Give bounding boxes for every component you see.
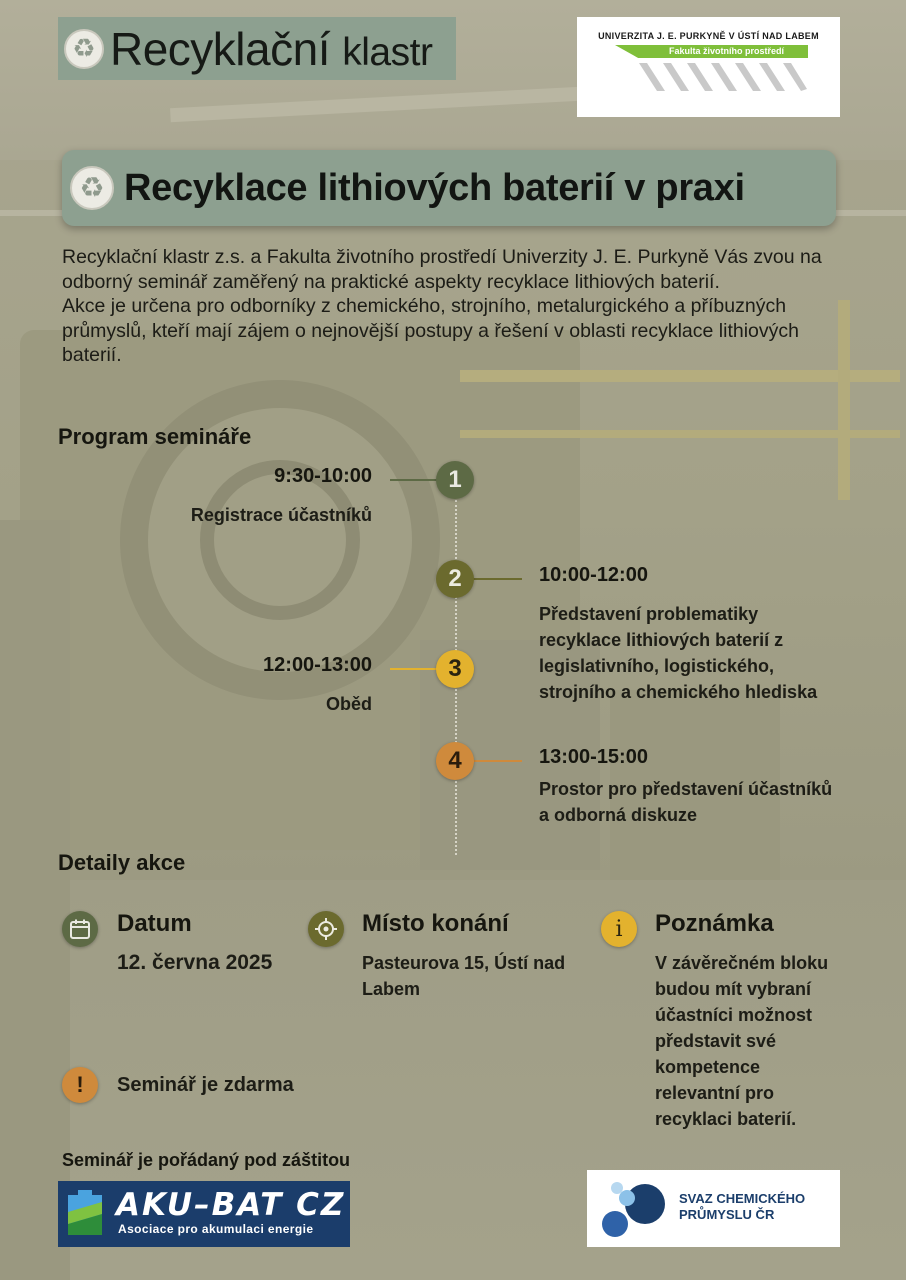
timeline-time-2: 10:00-12:00 <box>539 564 648 586</box>
timeline-time-4: 13:00-15:00 <box>539 746 648 768</box>
association-name: SVAZ CHEMICKÉHO PRŮMYSLU ČR <box>679 1191 806 1222</box>
timeline-step-2: 2 <box>436 560 474 598</box>
akubat-logo <box>58 1181 350 1247</box>
chemical-industry-association-logo <box>587 1170 840 1247</box>
recycling-cluster-logo <box>58 17 456 80</box>
akubat-subtitle: Asociace pro akumulaci energie <box>118 1222 314 1236</box>
target-icon <box>308 911 344 947</box>
timeline-desc-1: Registrace účastníků <box>190 505 372 525</box>
akubat-name: AKU–BAT CZ <box>116 1187 346 1223</box>
bubbles-icon <box>597 1178 673 1238</box>
university-stripes-icon <box>639 63 807 93</box>
date-value: 12. června 2025 <box>117 951 273 974</box>
intro-paragraph-1: Recyklační klastr z.s. a Fakulta životního prostředí Univerzity J. E. Purkyně Vás zvou na odborný seminář zaměřený na praktické aspekty recyklace lithiových baterií. <box>62 246 822 293</box>
timeline-step-1: 1 <box>436 461 474 499</box>
faculty-name: Fakulta životního prostředí <box>669 46 785 56</box>
calendar-icon <box>62 911 98 947</box>
place-label: Místo konání <box>362 910 509 937</box>
intro-paragraph-2: Akce je určena pro odborníky z chemického, strojního, metalurgického a příbuzných průmyslů, kteří mají zájem o nejnovější postupy a řešení v oblasti recyklace lithiových baterií. <box>62 295 799 366</box>
university-logo <box>577 17 840 117</box>
timeline-desc-4: Prostor pro představení účastníků a odborná diskuze <box>539 779 833 825</box>
title-banner <box>62 150 836 226</box>
timeline-time-1: 9:30-10:00 <box>274 465 372 487</box>
brand-title: Recyklační klastr <box>110 22 433 75</box>
note-label: Poznámka <box>655 910 774 937</box>
date-label: Datum <box>117 910 192 937</box>
place-value: Pasteurova 15, Ústí nad Labem <box>362 953 566 999</box>
timeline-desc-2: Představení problematiky recyklace lithiových baterií z legislativního, logistického, strojního a chemického hlediska <box>539 604 818 702</box>
free-admission-text: Seminář je zdarma <box>117 1074 294 1096</box>
university-name: UNIVERZITA J. E. PURKYNĚ V ÚSTÍ NAD LABEM <box>598 31 819 41</box>
note-value: V závěrečném bloku budou mít vybraní účastníci možnost představit své kompetence relevantní pro recyklaci baterií. <box>655 953 829 1129</box>
event-title: Recyklace lithiových baterií v praxi <box>124 166 745 209</box>
battery-icon <box>66 1190 104 1236</box>
program-title: Program semináře <box>58 424 252 449</box>
info-icon: i <box>601 911 637 947</box>
timeline-time-3: 12:00-13:00 <box>263 654 372 676</box>
timeline-desc-3: Oběd <box>325 694 372 714</box>
intro-text <box>62 245 852 368</box>
patronage-text: Seminář je pořádaný pod záštitou <box>62 1150 351 1170</box>
exclamation-icon: ! <box>62 1067 98 1103</box>
details-title: Detaily akce <box>58 850 186 875</box>
recycle-icon: ♻ <box>70 166 114 210</box>
timeline-step-4: 4 <box>436 742 474 780</box>
recycle-icon: ♻ <box>64 29 104 69</box>
timeline-step-3: 3 <box>436 650 474 688</box>
